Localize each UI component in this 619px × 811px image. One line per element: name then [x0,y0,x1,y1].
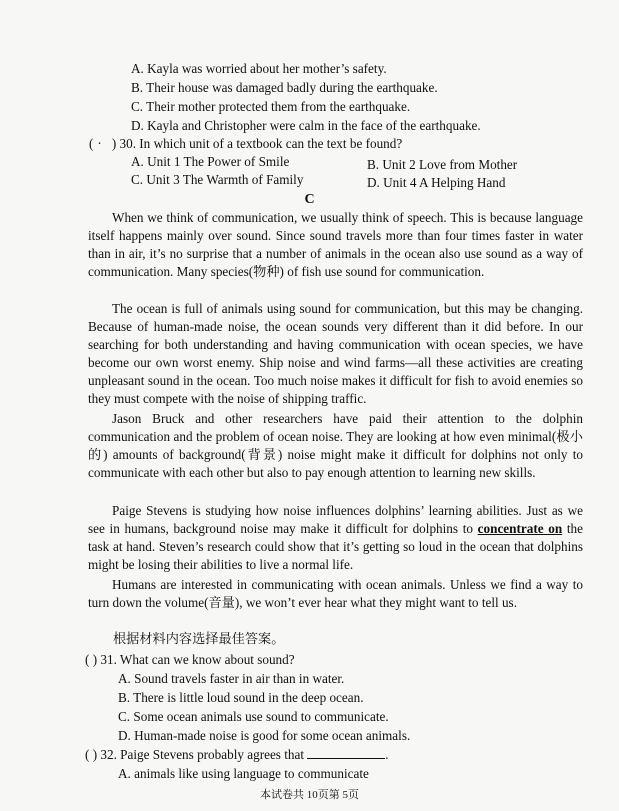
answer-paren-open[interactable]: ( [89,136,94,151]
question-32-option-a: A. animals like using language to communicate [118,766,369,781]
paragraph-1-text: When we think of communication, we usually think of speech. This is because language itself happens mainly over sound. Since sound travels more than four times faster in water than in air, it’s no surprise that a number of animals in the ocean also use sound as a way of communication. Many species(物种) of fish use sound for communication. [88,210,583,279]
question-30-text: ) 30. In which unit of a textbook can the text be found? [111,136,403,151]
question-30-stem [89,135,402,153]
underlined-phrase: concentrate on [477,521,563,536]
question-30-option-a: A. Unit 1 The Power of Smile [131,154,290,169]
paragraph-5-text: Humans are interested in communicating with ocean animals. Unless we find a way to turn down the volume(音量), we won’t ever hear what they might want to tell us. [88,577,583,610]
question-31-option-c: C. Some ocean animals use sound to communicate. [118,709,389,724]
question-30-option-b: B. Unit 2 Love from Mother [367,157,518,172]
question-32-period: . [385,747,389,762]
question-31-option-a: A. Sound travels faster in air than in water. [118,671,345,686]
question-30-option-d: D. Unit 4 A Helping Hand [367,175,506,190]
prev-option-b: B. Their house was damaged badly during the earthquake. [131,80,438,95]
pencil-mark: · [97,136,102,151]
question-31-stem: ( ) 31. What can we know about sound? [85,652,295,667]
prev-option-a: A. Kayla was worried about her mother’s safety. [131,61,387,76]
passage-paragraph-4 [88,502,583,574]
instruction-text: 根据材料内容选择最佳答案。 [113,631,285,646]
paragraph-4-text-a: Paige Stevens is studying how noise influences dolphins’ learning abilities. Just as we see in humans, background noise may make it difficult for dolphins to [88,503,583,536]
section-title: C [304,192,315,207]
prev-option-c: C. Their mother protected them from the earthquake. [131,99,411,114]
passage-paragraph-3 [88,410,583,482]
paragraph-3-text: Jason Bruck and other researchers have paid their attention to the dolphin communication and the problem of ocean noise. They are looking at how even minimal(极小的) amounts of background(背景) noise might make it difficult for dolphins not only to communicate with each other but also to pay enough attention to learning new skills. [88,411,583,480]
question-31-option-b: B. There is little loud sound in the deep ocean. [118,690,364,705]
question-32-stem [85,746,389,764]
question-32-text: ( ) 32. Paige Stevens probably agrees that [85,747,304,762]
question-31-option-d: D. Human-made noise is good for some ocean animals. [118,728,411,743]
passage-paragraph-2 [88,300,583,408]
page-footer: 本试卷共 10页第 5页 [260,789,359,801]
answer-blank[interactable] [307,746,385,759]
paragraph-2-text: The ocean is full of animals using sound for communication, but this may be changing. Because of human-made noise, the ocean sounds very different than it did before. In our searching for both understanding and having communication with ocean species, we have become our own worst enemy. Ship noise and wind farms—all these activities are creating unpleasant sound in the ocean. Too much noise makes it difficult for fish to avoid enemies so they must compete with the noise of shipping traffic. [88,301,583,406]
passage-paragraph-5 [88,576,583,612]
prev-option-d: D. Kayla and Christopher were calm in the face of the earthquake. [131,118,481,133]
passage-paragraph-1 [88,209,583,281]
paragraph-4-text-b: the task at hand. Steven’s research could show that it’s getting so loud in the ocean that dolphins might be losing their abilities to live a normal life. [88,521,583,572]
question-30-option-c: C. Unit 3 The Warmth of Family [131,172,304,187]
